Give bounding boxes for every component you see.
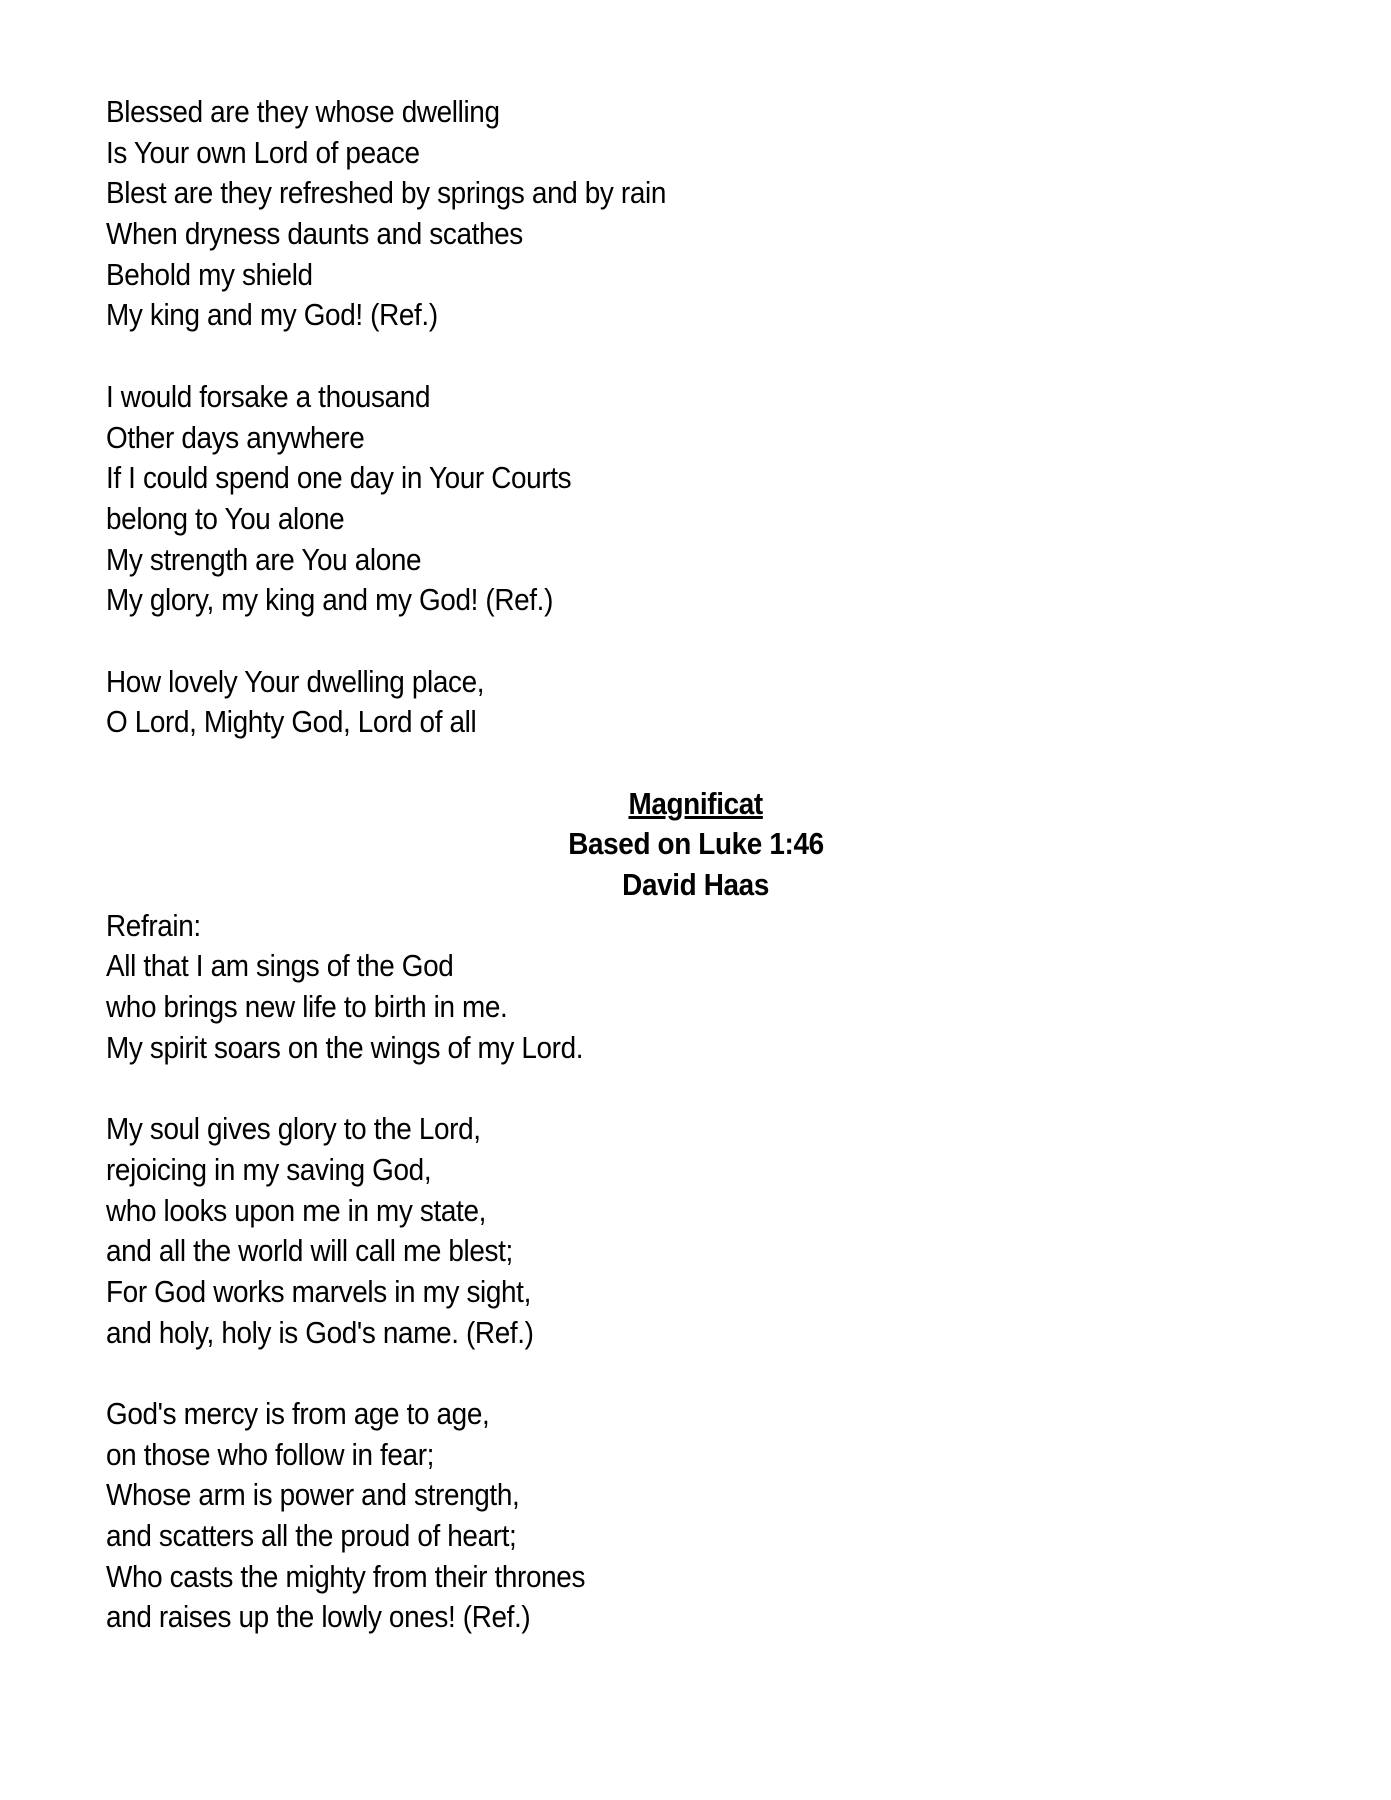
lyric-line: My glory, my king and my God! (Ref.)	[106, 582, 554, 618]
stanza	[106, 1394, 1286, 1638]
lyric-line: When dryness daunts and scathes	[106, 216, 523, 252]
lyric-line: rejoicing in my saving God,	[106, 1151, 432, 1187]
song-title: Magnificat	[628, 785, 764, 821]
lyric-line: How lovely Your dwelling place,	[106, 663, 485, 699]
lyric-line: Who casts the mighty from their thrones	[106, 1558, 586, 1594]
lyric-line: Blest are they refreshed by springs and by rain	[106, 175, 666, 211]
lyric-line: Is Your own Lord of peace	[106, 134, 420, 170]
lyric-line: and scatters all the proud of heart;	[106, 1518, 517, 1554]
song-heading	[106, 784, 1286, 906]
stanza	[106, 377, 1286, 621]
lyric-line: belong to You alone	[106, 500, 345, 536]
song-title-line	[106, 784, 1286, 825]
lyric-line: who looks upon me in my state,	[106, 1192, 486, 1228]
lyric-line: For God works marvels in my sight,	[106, 1273, 531, 1309]
lyric-line: Blessed are they whose dwelling	[106, 94, 500, 129]
song-subtitle-line	[106, 824, 1286, 865]
lyric-line: and raises up the lowly ones! (Ref.)	[106, 1599, 531, 1635]
lyric-line: Other days anywhere	[106, 419, 365, 455]
refrain-label: Refrain:	[106, 907, 201, 943]
lyric-line: Whose arm is power and strength,	[106, 1477, 520, 1513]
lyric-line: Behold my shield	[106, 256, 313, 292]
stanza	[106, 92, 1286, 336]
lyric-line: O Lord, Mighty God, Lord of all	[106, 704, 477, 740]
song-subtitle: Based on Luke 1:46	[568, 826, 824, 862]
lyric-line: and all the world will call me blest;	[106, 1233, 513, 1269]
stanza	[106, 1109, 1286, 1353]
lyric-line: on those who follow in fear;	[106, 1436, 435, 1472]
lyric-line: All that I am sings of the God	[106, 948, 454, 984]
lyric-line: I would forsake a thousand	[106, 378, 431, 414]
lyric-line: My strength are You alone	[106, 541, 422, 577]
lyric-line: If I could spend one day in Your Courts	[106, 460, 572, 496]
song-author-line	[106, 865, 1286, 906]
stanza	[106, 662, 1286, 743]
song-author: David Haas	[622, 867, 770, 903]
lyric-line: My spirit soars on the wings of my Lord.	[106, 1029, 584, 1065]
lyric-line: who brings new life to birth in me.	[106, 989, 508, 1025]
lyric-line: God's mercy is from age to age,	[106, 1396, 490, 1431]
lyric-line: My soul gives glory to the Lord,	[106, 1111, 481, 1147]
lyric-line: and holy, holy is God's name. (Ref.)	[106, 1314, 534, 1350]
lyrics-content	[106, 92, 1286, 1679]
refrain	[106, 906, 1286, 1069]
lyric-line: My king and my God! (Ref.)	[106, 297, 438, 333]
